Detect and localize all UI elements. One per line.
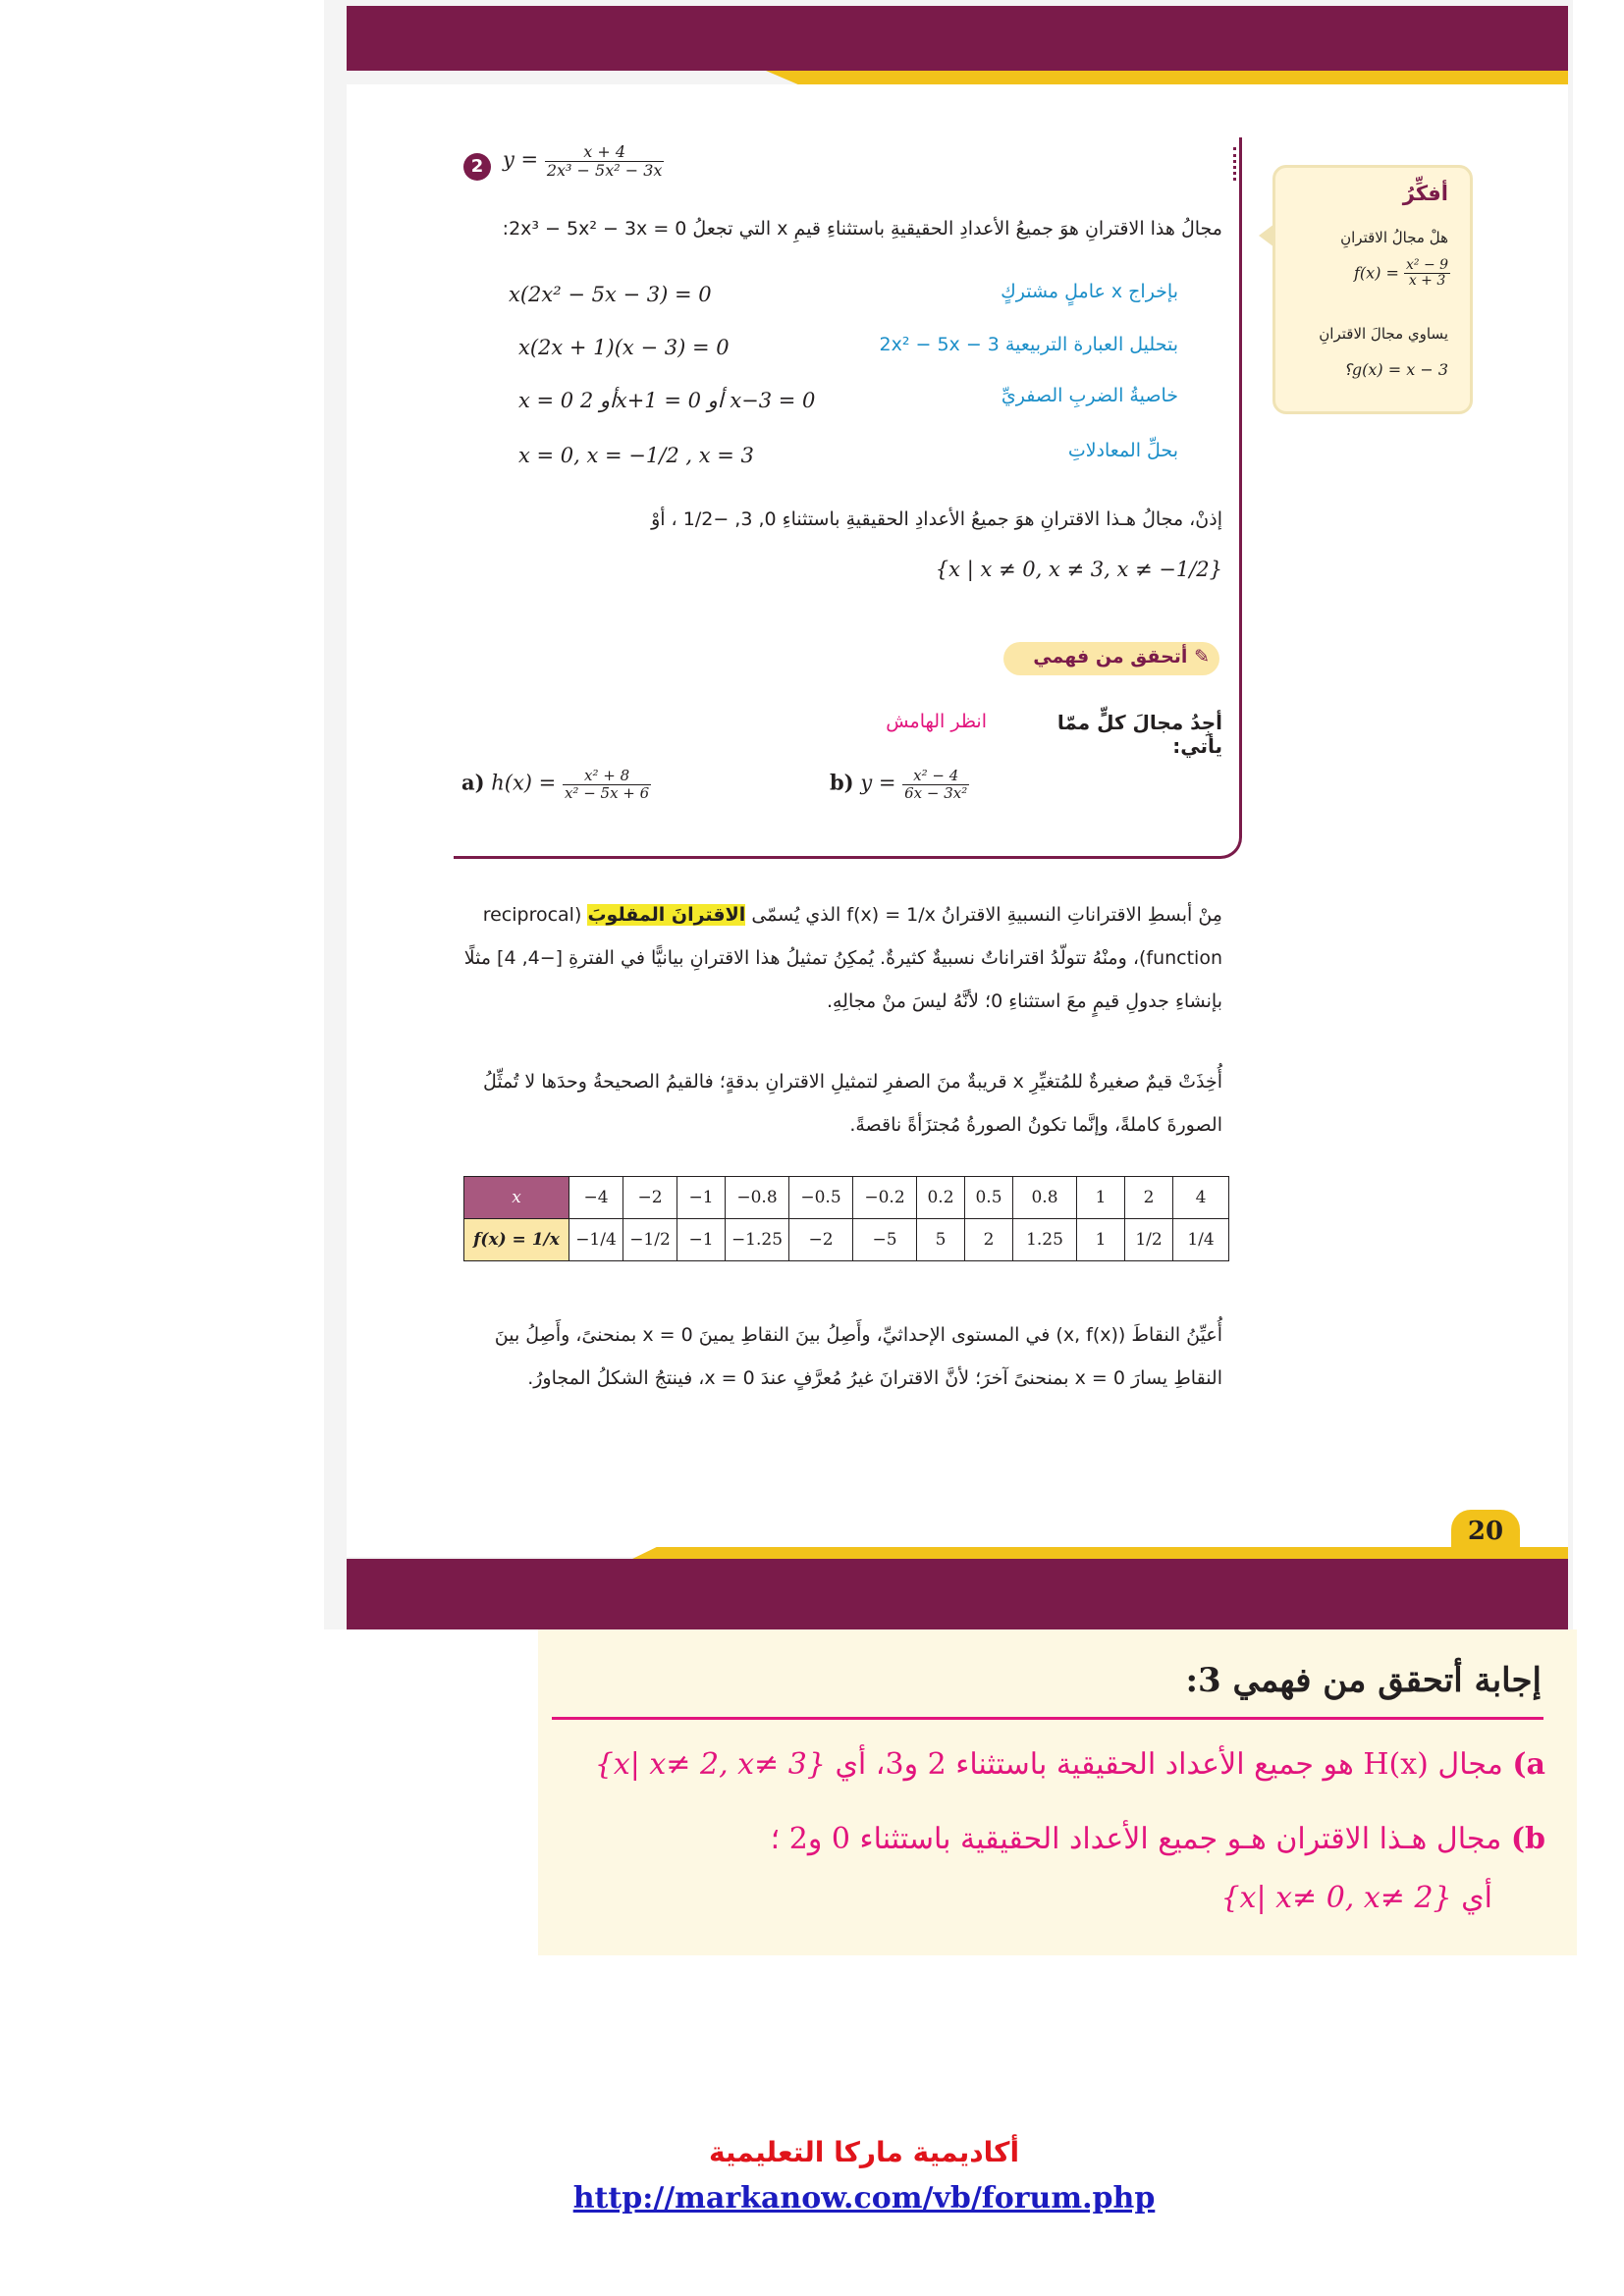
- page-number: 20: [1451, 1510, 1520, 1549]
- step-1-math: x(2x² − 5x − 3) = 0: [509, 283, 712, 306]
- table-cell: 0.2: [917, 1177, 965, 1219]
- check-prompt: أجِدُ مجالَ كلٍّ ممّا يأتي:: [1056, 711, 1222, 758]
- table-cell: 0.8: [1013, 1177, 1077, 1219]
- table-cell: −1: [677, 1177, 726, 1219]
- step-3-math: x = 0 أو 2x+1 = 0 أو x−3 = 0: [518, 389, 816, 412]
- step-3-note: خاصيةُ الضربِ الصفريِّ: [1001, 385, 1178, 406]
- table-cell: −1/2: [623, 1219, 677, 1261]
- answer-a-label: a): [1512, 1747, 1545, 1782]
- step-2-math: x(2x + 1)(x − 3) = 0: [518, 336, 730, 359]
- table-cell: −4: [569, 1177, 623, 1219]
- answer-a: [550, 1747, 1545, 1782]
- example-number-badge: 2: [463, 153, 491, 181]
- table-cell: 2: [965, 1219, 1013, 1261]
- pencil-icon: ✎: [1194, 646, 1210, 667]
- table-cell: 1.25: [1013, 1219, 1077, 1261]
- answer-a-text: مجال H(x) هو جميع الأعداد الحقيقية باستثناء 2 و3، أي: [835, 1747, 1503, 1782]
- table-cell: 5: [917, 1219, 965, 1261]
- values-table: [463, 1176, 1229, 1261]
- answer-a-set: {x| x≠ 2, x≠ 3}: [594, 1747, 826, 1782]
- top-yellow-stripe: [766, 71, 1568, 84]
- check-part-b: [830, 768, 969, 801]
- part-b-numerator: x² − 4: [902, 768, 969, 785]
- table-cell: 4: [1173, 1177, 1229, 1219]
- step-1-note: بإخراج x عاملٍ مشتركٍ: [1001, 281, 1178, 302]
- think-line-1: هلْ مجالُ الاقترانِ: [1340, 229, 1448, 246]
- answer-title: إجابة أتحقق من فهمي 3:: [1185, 1661, 1542, 1700]
- table-row-x: [464, 1177, 1229, 1219]
- step-4-note: بحلِّ المعادلاتِ: [1067, 440, 1178, 461]
- answer-b-continued: [982, 1881, 1492, 1915]
- paragraph-reciprocal: [461, 893, 1222, 1023]
- margin-note: انظر الهامش: [886, 711, 987, 732]
- example-equation: [503, 143, 664, 179]
- table-cell: −2: [789, 1219, 853, 1261]
- table-cell: 1: [1077, 1177, 1125, 1219]
- think-box: [1272, 165, 1473, 414]
- example-intro: مجالُ هذا الاقترانِ هوَ جميعُ الأعدادِ الحقيقيةِ باستثناءِ قيمِ x التي تجعلُ 0 = 2x³ − 5x² − 3x:: [502, 218, 1222, 240]
- answer-b-text: مجال هـذا الاقتران هـو جميع الأعداد الحقيقية باستثناء 0 و2 ؛: [770, 1822, 1502, 1856]
- paragraph-small-values: أُخِذَتْ قيمٌ صغيرةٌ للمُتغيِّرِ x قريبةٌ منَ الصفرِ لتمثيلِ الاقترانِ بدقةٍ؛ فالقيمُ الصحيحةُ وحدَها لا تُمثِّلُ الصورةَ كاملةً، وإنَّما تكونُ الصورةُ مُجتزَأةً ناقصةً.: [482, 1071, 1222, 1136]
- part-b-lhs: y =: [860, 771, 896, 795]
- part-b-denominator: 6x − 3x²: [904, 783, 968, 802]
- academy-name: أكاديمية ماركا التعليمية: [708, 2136, 1020, 2168]
- table-cell: 0.5: [965, 1177, 1013, 1219]
- step-2-note: بتحليل العبارة التربيعية 2x² − 5x − 3: [879, 334, 1178, 355]
- table-cell: −1.25: [726, 1219, 789, 1261]
- think-line-3: g(x) = x − 3؟: [1343, 360, 1448, 379]
- table-cell: 1: [1077, 1219, 1125, 1261]
- top-maroon-band: [347, 6, 1568, 71]
- example-domain-set: {x | x ≠ 0, x ≠ 3, x ≠ −1/2}: [935, 558, 1222, 581]
- equation-lhs: y =: [503, 147, 539, 172]
- step-4-math: x = 0, x = −1/2 , x = 3: [518, 444, 754, 467]
- part-b-label: b): [830, 770, 854, 795]
- table-cell: −0.5: [789, 1177, 853, 1219]
- answer-b-label: b): [1510, 1822, 1545, 1856]
- think-f-lhs: f(x) =: [1354, 263, 1399, 283]
- table-cell: −1/4: [569, 1219, 623, 1261]
- example-conclusion: إذنْ، مجالُ هـذا الاقترانِ هوَ جميعُ الأعدادِ الحقيقيةِ باستثناءِ 0, 3, −1/2 ، أوْ: [651, 508, 1222, 530]
- paragraph-1-end: (reciprocal function)، ومنْهُ تتولّدُ اقتراناتٌ نسبيةٌ كثيرةٌ. يُمكِنُ تمثيلُ هذا الاقترانِ بيانيًّا في الفترةِ [−4, 4] مثلًا بإنشاءِ جدولِ قيمٍ معَ استثناءِ 0؛ لأنَّهُ ليسَ منْ مجالِهِ.: [463, 904, 1222, 1012]
- table-cell: −0.2: [853, 1177, 917, 1219]
- equation-denominator: 2x³ − 5x² − 3x: [546, 160, 663, 180]
- part-a-denominator: x² − 5x + 6: [564, 783, 650, 802]
- think-title: أفكِّرُ: [1402, 182, 1448, 205]
- part-a-lhs: h(x) =: [491, 771, 557, 795]
- table-cell: −0.8: [726, 1177, 789, 1219]
- check-heading-text: أتحقق من فهمي: [1033, 646, 1188, 667]
- table-cell: −1: [677, 1219, 726, 1261]
- answer-b-text-2: أي: [1461, 1881, 1492, 1915]
- think-line-2: يساوي مجالَ الاقترانِ: [1319, 325, 1448, 343]
- table-row-f: [464, 1219, 1229, 1261]
- forum-link[interactable]: http://markanow.com/vb/forum.php: [572, 2181, 1156, 2216]
- think-function: [1354, 258, 1450, 290]
- table-cell: 2: [1125, 1177, 1173, 1219]
- table-cell: 1/4: [1173, 1219, 1229, 1261]
- check-heading: [1003, 646, 1210, 667]
- bottom-maroon-band: [347, 1559, 1568, 1629]
- answer-divider: [552, 1717, 1543, 1720]
- think-f-denominator: x + 3: [1408, 273, 1446, 290]
- part-a-numerator: x² + 8: [563, 768, 651, 785]
- answer-b: [550, 1822, 1545, 1856]
- table-x-header: x: [464, 1177, 569, 1219]
- table-cell: −2: [623, 1177, 677, 1219]
- paragraph-plotting: أُعيِّنُ النقاطَ (x, f(x)) في المستوى الإحداثيِّ، وأَصِلُ بينَ النقاطِ يمينَ x = 0 بمنحنىً، وأَصِلُ بينَ النقاطِ يسارَ x = 0 بمنحنىً آخرَ؛ لأنَّ الاقترانَ غيرُ مُعرَّفٍ عندَ x = 0، فينتجُ الشكلُ المجاورُ.: [494, 1324, 1222, 1389]
- think-f-numerator: x² − 9: [1406, 257, 1449, 273]
- answer-b-set: {x| x≠ 0, x≠ 2}: [1220, 1881, 1452, 1915]
- reciprocal-function-term: الاقترانَ المقلوبَ: [587, 904, 746, 926]
- table-cell: −5: [853, 1219, 917, 1261]
- check-part-a: [461, 768, 651, 801]
- equation-numerator: x + 4: [545, 143, 665, 162]
- dotted-marker: [1233, 147, 1240, 181]
- part-a-label: a): [461, 770, 485, 795]
- table-cell: 1/2: [1125, 1219, 1173, 1261]
- table-f-header: f(x) = 1/x: [464, 1219, 569, 1261]
- paragraph-1-start: مِنْ أبسطِ الاقتراناتِ النسبيةِ الاقترانُ f(x) = 1/x الذي يُسمّى: [751, 904, 1222, 926]
